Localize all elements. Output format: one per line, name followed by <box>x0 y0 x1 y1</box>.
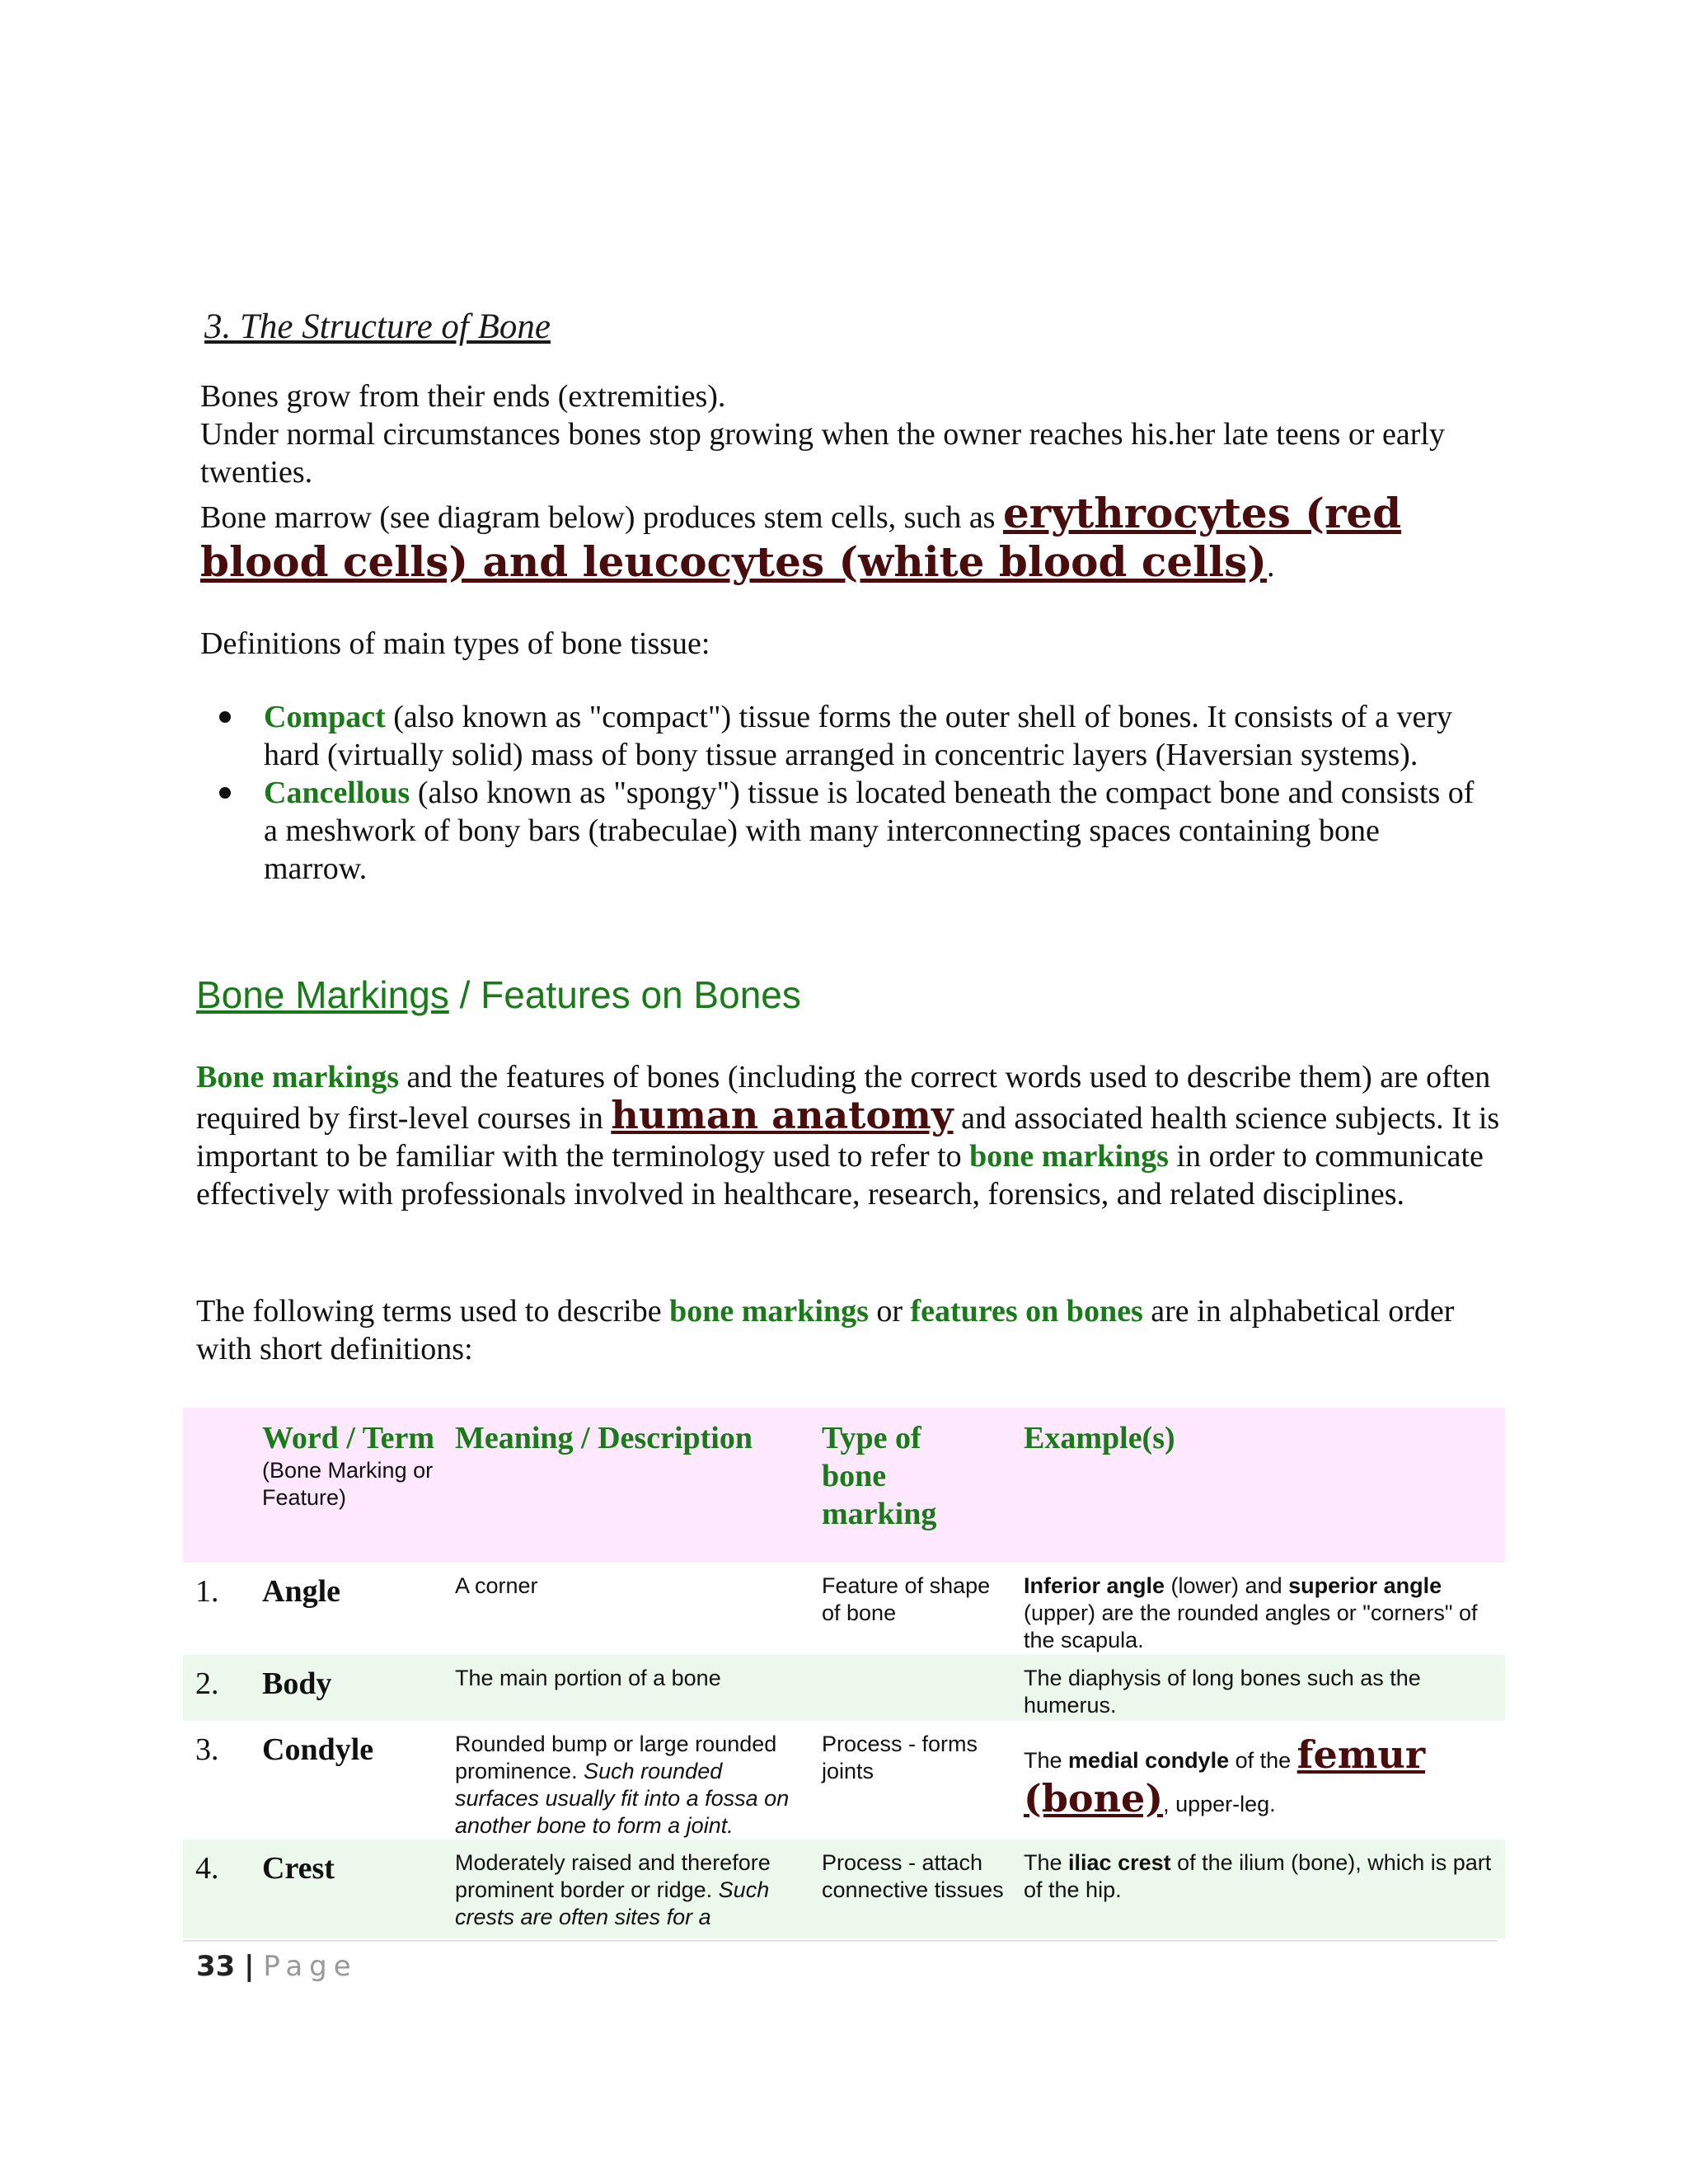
cancellous-text: (also known as "spongy") tissue is located beneath the compact bone and consists of a meshwork of bony bars (trabeculae) with many interconnecting spaces containing bone marrow. <box>264 776 1475 886</box>
p3-text: Bone marrow (see diagram below) produces stem cells, such as <box>200 500 1003 535</box>
row-meaning: A corner <box>455 1573 538 1598</box>
row-number: 3. <box>195 1732 219 1767</box>
compact-text: (also known as "compact") tissue forms the outer shell of bones. It consists of a very hard (virtually solid) mass of bony tissue arranged in concentric layers (Haversian systems). <box>264 700 1453 772</box>
header-term-label: Word / Term <box>262 1421 435 1455</box>
row-meaning: The main portion of a bone <box>455 1666 721 1690</box>
row-term: Angle <box>262 1574 340 1609</box>
definitions-intro: Definitions of main types of bone tissue: <box>200 626 710 661</box>
list-item <box>216 698 1477 774</box>
para1-text-3: in order to communicate effectively with professionals involved in healthcare, research, forensics, and related disciplines. <box>196 1139 1484 1212</box>
meaning-text: Rounded bump or large rounded prominence. <box>455 1732 777 1783</box>
meaning-italic: Such crests are often sites for a <box>455 1877 770 1929</box>
bone-markings-term: Bone markings <box>196 1060 399 1094</box>
bone-markings-link[interactable]: Bone Markings <box>196 973 449 1016</box>
row-example <box>1024 1732 1493 1823</box>
bone-tissue-list <box>216 698 1477 888</box>
medial-condyle-term: medial condyle <box>1068 1748 1230 1773</box>
bullet-icon <box>219 787 231 799</box>
table-row <box>183 1721 1505 1840</box>
header-type: Type of bone marking <box>822 1421 937 1531</box>
page-number: 33 <box>196 1950 236 1983</box>
femur-link[interactable]: femur (bone) <box>1024 1732 1426 1821</box>
markings-paragraph-1 <box>196 1058 1507 1213</box>
para1-text-2: and associated health science subjects. It is important to be familiar with the terminology used to refer to <box>196 1101 1500 1174</box>
markings-heading <box>196 972 801 1017</box>
para2-text-2: or <box>868 1294 911 1329</box>
iliac-crest-term: iliac crest <box>1068 1850 1171 1875</box>
ex-text: , upper-leg. <box>1163 1792 1276 1816</box>
inferior-angle-term: Inferior angle <box>1024 1573 1165 1598</box>
p3-end: . <box>1266 549 1275 583</box>
header-term-sub: (Bone Marking or Feature) <box>262 1458 434 1510</box>
ex-text: The <box>1024 1748 1069 1773</box>
header-examples: Example(s) <box>1024 1421 1175 1455</box>
bullet-icon <box>219 711 231 723</box>
row-number: 1. <box>195 1574 219 1609</box>
ex-text: (lower) and <box>1165 1573 1289 1598</box>
table-bottom-rule <box>183 1940 1498 1942</box>
markings-paragraph-2 <box>196 1292 1507 1368</box>
row-term: Condyle <box>262 1732 374 1767</box>
page-footer <box>196 1950 358 1983</box>
row-example <box>1024 1849 1493 1904</box>
row-term: Body <box>262 1666 332 1701</box>
cancellous-term: Cancellous <box>264 776 410 810</box>
ex-text: The <box>1024 1850 1069 1875</box>
row-meaning <box>455 1849 801 1931</box>
row-number: 2. <box>195 1666 219 1701</box>
table-row <box>183 1840 1505 1938</box>
para2-text-3: are in alphabetical order with short definitions: <box>196 1294 1455 1366</box>
human-anatomy-link[interactable]: human anatomy <box>611 1093 954 1137</box>
row-example: The diaphysis of long bones such as the humerus. <box>1024 1666 1421 1718</box>
bone-markings-table <box>183 1408 1505 1943</box>
header-term <box>262 1419 435 1511</box>
section-heading: 3. The Structure of Bone <box>204 307 551 346</box>
table-header-row <box>183 1408 1505 1563</box>
row-type: Process - attach connective tissues <box>822 1850 1004 1902</box>
meaning-italic: Such rounded surfaces usually fit into a fossa on another bone to form a joint. <box>455 1759 790 1838</box>
list-item <box>216 774 1477 888</box>
intro-paragraph-3 <box>200 491 1503 588</box>
meaning-text: Moderately raised and therefore prominent border or ridge. <box>455 1850 771 1902</box>
ex-text: (upper) are the rounded angles or "corners" of the scapula. <box>1024 1601 1478 1652</box>
superior-angle-term: superior angle <box>1288 1573 1442 1598</box>
intro-paragraph-2: Under normal circumstances bones stop growing when the owner reaches his.her late teens or early twenties. <box>200 417 1445 490</box>
bone-markings-term-3: bone markings <box>669 1294 869 1329</box>
row-meaning <box>455 1731 801 1840</box>
markings-heading-rest: / Features on Bones <box>448 973 801 1016</box>
table-row <box>183 1655 1505 1721</box>
table-row <box>183 1563 1505 1655</box>
ex-text: of the <box>1229 1748 1297 1773</box>
row-example <box>1024 1572 1493 1654</box>
page-word: Page <box>263 1950 358 1983</box>
compact-term: Compact <box>264 700 386 734</box>
row-number: 4. <box>195 1851 219 1886</box>
blood-cells-link[interactable]: erythrocytes (red blood cells) and leucocytes (white blood cells) <box>200 489 1402 586</box>
row-type: Process - forms joints <box>822 1732 978 1783</box>
header-meaning: Meaning / Description <box>455 1421 753 1455</box>
intro-paragraph-1: Bones grow from their ends (extremities). <box>200 379 726 414</box>
row-term: Crest <box>262 1851 335 1886</box>
footer-separator: | <box>244 1950 255 1983</box>
bone-markings-term-2: bone markings <box>969 1139 1169 1174</box>
features-on-bones-term: features on bones <box>910 1294 1143 1329</box>
ex-text: of the ilium (bone), which is part of the hip. <box>1024 1850 1492 1902</box>
row-type: Feature of shape of bone <box>822 1573 991 1625</box>
para2-text: The following terms used to describe <box>196 1294 670 1329</box>
para1-text: and the features of bones (including the correct words used to describe them) are often required by first-level courses in <box>196 1060 1491 1136</box>
